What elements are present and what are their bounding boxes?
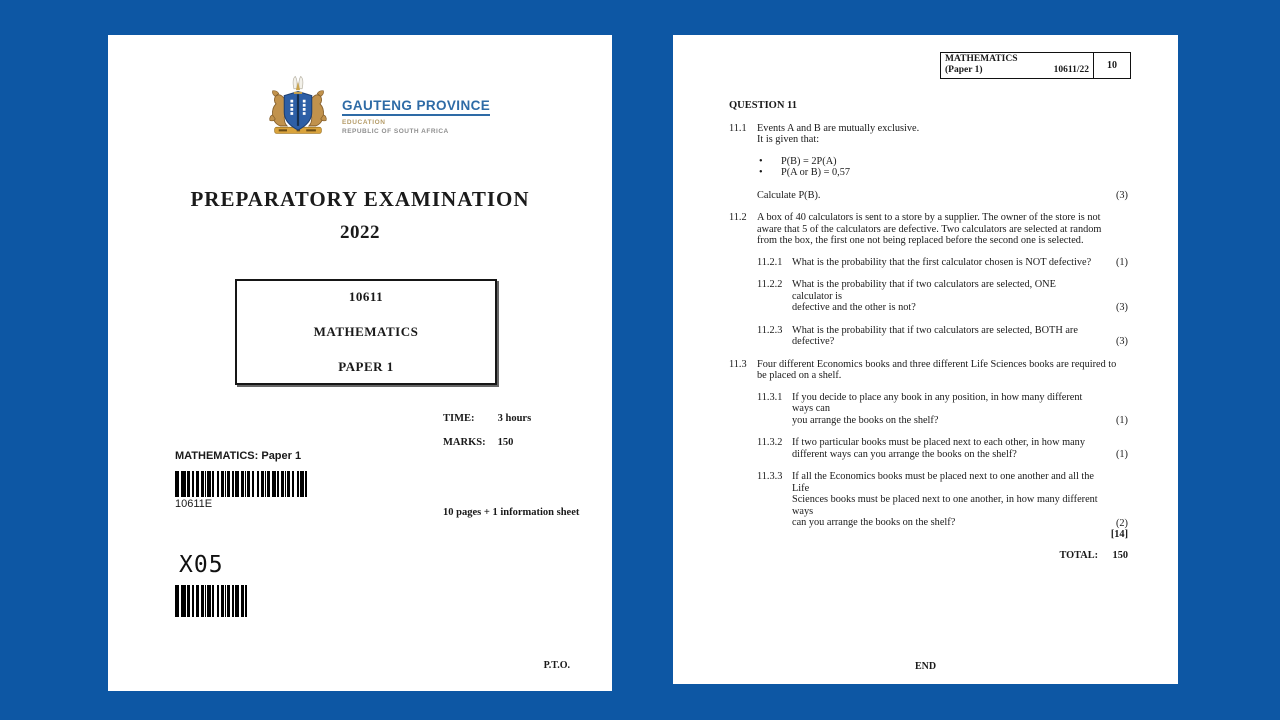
time-label: TIME: [443, 413, 475, 424]
text-line: from the box, the first one not being replaced before the second one is selected. [757, 235, 1084, 246]
question-11-2-subquestions [757, 257, 1128, 348]
question-11-1 [729, 123, 1128, 146]
header-subject: MATHEMATICS [945, 54, 1018, 64]
question-11-2 [729, 212, 1128, 247]
marks-badge: (1) [1115, 448, 1128, 460]
text-line: Sciences books must be placed next to one another, in how many different ways [792, 494, 1098, 517]
total-label: TOTAL: [1059, 549, 1098, 561]
question-title: QUESTION 11 [729, 100, 797, 111]
barcode1 [175, 471, 307, 497]
total-value: 150 [1112, 549, 1128, 561]
marks-badge: (3) [1115, 189, 1128, 201]
marks-badge: (2) [1115, 517, 1128, 529]
question-number: 11.3.3 [757, 471, 783, 482]
pto-note: P.T.O. [543, 660, 570, 671]
question-text [757, 359, 1128, 382]
question-content [673, 35, 1178, 684]
list-item [759, 156, 1128, 168]
text-line: Events A and B are mutually exclusive. [757, 122, 920, 134]
barcode1-code: 10611E [175, 498, 213, 510]
question-number: 11.1 [729, 122, 747, 134]
question-11-3-subquestions [757, 391, 1128, 540]
logo-country: REPUBLIC OF SOUTH AFRICA [342, 128, 449, 135]
marks-badge: (3) [1115, 336, 1128, 347]
gauteng-province-logo [263, 75, 490, 141]
marks-badge: (1) [1115, 256, 1128, 268]
bullet-text: P(A or B) = 0,57 [781, 167, 851, 178]
question-11-3 [729, 359, 1128, 382]
text-line: What is the probability that if two calculators are selected, ONE calculator is [792, 279, 1056, 302]
text-line: If you decide to place any book in any position, in how many different ways can [792, 391, 1083, 414]
marks-badge: (3) [1115, 302, 1128, 313]
question-page [673, 35, 1178, 684]
question-text: Calculate P(B). [757, 189, 821, 201]
question-total-marks: [14] [1110, 529, 1128, 540]
bullet-text: P(B) = 2P(A) [781, 155, 837, 167]
question-number: 11.3.1 [757, 391, 783, 403]
time-value: 3 hours [497, 413, 532, 424]
question-11-1-prompt [729, 190, 1128, 202]
text-line: If two particular books must be placed next to each other, in how many [792, 437, 1085, 448]
logo-department: EDUCATION [342, 119, 386, 126]
question-11-3-1 [757, 392, 1128, 427]
question-11-2-2 [757, 279, 1128, 314]
spacer [729, 190, 757, 202]
question-text [792, 279, 1098, 314]
subject-box [235, 279, 497, 385]
question-text [792, 437, 1098, 460]
bullet-icon: • [759, 167, 763, 178]
marks-value: 150 [497, 437, 514, 448]
question-11-2-3 [757, 325, 1128, 348]
cover-page [108, 35, 612, 691]
text-line: you arrange the books on the shelf? [792, 414, 939, 426]
question-text [792, 257, 1098, 269]
text-line: If all the Economics books must be placed next to one another and all the Life [792, 471, 1094, 494]
logo-text-block [342, 97, 490, 135]
text-line: can you arrange the books on the shelf? [792, 517, 956, 528]
header-code: 10611/22 [1053, 65, 1089, 75]
marks-row [443, 437, 513, 448]
question-11-3-3 [757, 471, 1128, 540]
question-number: 11.2.1 [757, 256, 783, 268]
text-line: Four different Economics books and three different Life Sciences books are required to [757, 358, 1117, 370]
header-page-number: 10 [1107, 60, 1117, 71]
question-11-2-1 [757, 257, 1128, 269]
exam-title: PREPARATORY EXAMINATION [190, 187, 530, 211]
question-number: 11.3 [729, 358, 747, 370]
question-11-3-2 [757, 437, 1128, 460]
text-line: different ways can you arrange the books on the shelf? [792, 448, 1017, 460]
text-line: What is the probability that the first calculator chosen is NOT defective? [792, 256, 1092, 268]
marks-label: MARKS: [443, 437, 486, 448]
question-number: 11.3.2 [757, 437, 783, 448]
question-text [792, 471, 1098, 529]
time-row [443, 413, 531, 424]
bullet-icon: • [759, 155, 763, 167]
text-line: What is the probability that if two calculators are selected, BOTH are defective? [792, 324, 1078, 347]
barcode2-label: X05 [179, 552, 224, 578]
subject-name: MATHEMATICS [313, 324, 419, 339]
list-item [759, 167, 1128, 179]
text-line: It is given that: [757, 134, 820, 145]
exam-year: 2022 [340, 222, 380, 243]
pages-note: 10 pages + 1 information sheet [443, 507, 580, 518]
logo-org-name: GAUTENG PROVINCE [342, 98, 490, 116]
paper-number: PAPER 1 [338, 359, 394, 374]
paper-code: 10611 [348, 289, 384, 304]
question-text [792, 325, 1098, 348]
text-line: be placed on a shelf. [757, 370, 842, 381]
question-text [757, 212, 1128, 247]
question-number: 11.2 [729, 212, 747, 223]
coat-of-arms-icon [263, 75, 333, 141]
end-label: END [914, 661, 937, 672]
barcode1-label: MATHEMATICS: Paper 1 [175, 450, 302, 462]
question-text [757, 123, 1128, 146]
question-number: 11.2.3 [757, 324, 783, 336]
text-line: A box of 40 calculators is sent to a store by a supplier. The owner of the store is not [757, 212, 1101, 223]
barcode2 [175, 585, 247, 617]
question-text [792, 392, 1098, 427]
question-number: 11.2.2 [757, 279, 783, 290]
text-line: aware that 5 of the calculators are defective. Two calculators are selected at random [757, 223, 1102, 235]
marks-badge: (1) [1115, 414, 1128, 426]
text-line: defective and the other is not? [792, 302, 916, 313]
given-list [729, 156, 1128, 179]
header-paper: (Paper 1) [945, 65, 983, 75]
total-row [729, 550, 1128, 562]
